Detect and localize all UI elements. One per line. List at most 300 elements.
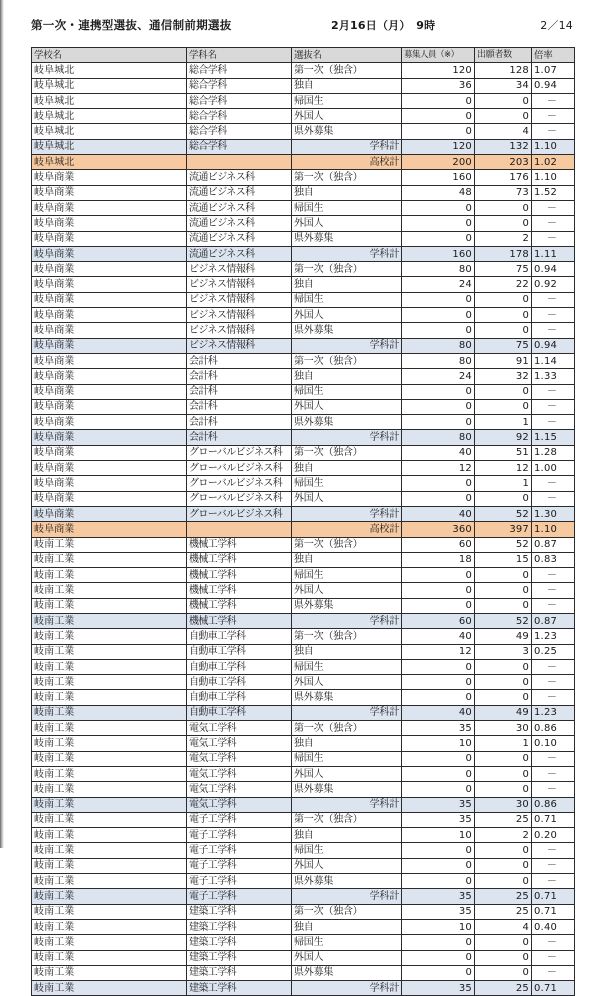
cell-capacity: 24 (402, 369, 475, 384)
cell-selection: 学科計 (292, 246, 402, 261)
cell-department: 総合学科 (187, 109, 292, 124)
announcement-datetime: 2月16日（月） 9時 (331, 19, 436, 32)
cell-ratio: － (532, 950, 575, 965)
table-row (32, 981, 575, 996)
cell-selection: 独自 (292, 461, 402, 476)
cell-capacity: 0 (402, 766, 475, 781)
cell-school: 岐阜商業 (32, 200, 187, 215)
cell-school: 岐南工業 (32, 675, 187, 690)
cell-ratio: － (532, 476, 575, 491)
cell-ratio: 1.30 (532, 506, 575, 521)
cell-capacity: 0 (402, 568, 475, 583)
cell-capacity: 12 (402, 644, 475, 659)
cell-school: 岐南工業 (32, 782, 187, 797)
cell-capacity: 0 (402, 109, 475, 124)
cell-selection: 帰国生 (292, 568, 402, 583)
cell-applicants: 3 (475, 644, 532, 659)
cell-capacity: 80 (402, 353, 475, 368)
cell-department: 流通ビジネス科 (187, 185, 292, 200)
cell-selection: 独自 (292, 277, 402, 292)
cell-ratio: 1.23 (532, 629, 575, 644)
cell-applicants: 0 (475, 200, 532, 215)
table-row (32, 690, 575, 705)
cell-selection: 県外募集 (292, 323, 402, 338)
cell-ratio: 1.23 (532, 705, 575, 720)
table-row (32, 537, 575, 552)
cell-applicants: 0 (475, 935, 532, 950)
cell-selection: 学科計 (292, 705, 402, 720)
cell-applicants: 2 (475, 231, 532, 246)
cell-school: 岐南工業 (32, 874, 187, 889)
cell-applicants: 0 (475, 216, 532, 231)
cell-applicants: 91 (475, 353, 532, 368)
column-header-school: 学校名 (32, 48, 187, 63)
cell-capacity: 40 (402, 506, 475, 521)
cell-school: 岐南工業 (32, 797, 187, 812)
cell-ratio: 0.87 (532, 613, 575, 628)
table-row (32, 874, 575, 889)
cell-ratio: 0.94 (532, 262, 575, 277)
cell-selection: 帰国生 (292, 476, 402, 491)
cell-selection: 独自 (292, 552, 402, 567)
cell-ratio: － (532, 843, 575, 858)
cell-applicants: 0 (475, 93, 532, 108)
cell-selection: 学科計 (292, 338, 402, 353)
cell-applicants: 0 (475, 399, 532, 414)
cell-department: 電気工学科 (187, 782, 292, 797)
cell-department: 電子工学科 (187, 812, 292, 827)
cell-capacity: 35 (402, 812, 475, 827)
cell-capacity: 0 (402, 124, 475, 139)
cell-school: 岐南工業 (32, 919, 187, 934)
cell-capacity: 160 (402, 170, 475, 185)
cell-selection: 第一次（独含） (292, 170, 402, 185)
table-row (32, 399, 575, 414)
cell-capacity: 0 (402, 690, 475, 705)
cell-selection: 県外募集 (292, 690, 402, 705)
cell-capacity: 35 (402, 797, 475, 812)
cell-school: 岐阜商業 (32, 323, 187, 338)
cell-department: 自動車工学科 (187, 629, 292, 644)
cell-school: 岐阜商業 (32, 308, 187, 323)
cell-applicants: 51 (475, 445, 532, 460)
cell-ratio: 1.07 (532, 63, 575, 78)
cell-selection: 県外募集 (292, 415, 402, 430)
cell-capacity: 36 (402, 78, 475, 93)
cell-department: 建築工学科 (187, 981, 292, 996)
table-row (32, 583, 575, 598)
table-row (32, 812, 575, 827)
page-title: 第一次・連携型選抜、通信制前期選抜 (31, 18, 232, 32)
cell-school: 岐阜商業 (32, 415, 187, 430)
cell-department: ビジネス情報科 (187, 262, 292, 277)
cell-selection: 外国人 (292, 858, 402, 873)
cell-applicants: 32 (475, 369, 532, 384)
cell-department: 機械工学科 (187, 613, 292, 628)
cell-school: 岐南工業 (32, 721, 187, 736)
cell-capacity: 60 (402, 537, 475, 552)
cell-selection: 外国人 (292, 950, 402, 965)
cell-department: 総合学科 (187, 139, 292, 154)
cell-selection: 第一次（独含） (292, 812, 402, 827)
table-row (32, 308, 575, 323)
cell-selection: 独自 (292, 919, 402, 934)
cell-ratio: － (532, 568, 575, 583)
cell-selection: 第一次（独含） (292, 63, 402, 78)
table-row (32, 78, 575, 93)
cell-ratio: － (532, 659, 575, 674)
page-number: 2／14 (540, 19, 573, 32)
cell-school: 岐南工業 (32, 812, 187, 827)
table-row (32, 109, 575, 124)
cell-ratio: 0.83 (532, 552, 575, 567)
cell-selection: 外国人 (292, 766, 402, 781)
cell-capacity: 80 (402, 262, 475, 277)
cell-ratio: 1.10 (532, 170, 575, 185)
cell-selection: 学科計 (292, 981, 402, 996)
cell-selection: 県外募集 (292, 124, 402, 139)
cell-department: 会計科 (187, 430, 292, 445)
cell-capacity: 35 (402, 981, 475, 996)
table-row (32, 843, 575, 858)
cell-school: 岐阜商業 (32, 506, 187, 521)
cell-ratio: － (532, 200, 575, 215)
cell-department: グローバルビジネス科 (187, 506, 292, 521)
cell-school: 岐阜商業 (32, 185, 187, 200)
cell-applicants: 49 (475, 705, 532, 720)
table-row (32, 262, 575, 277)
cell-school: 岐阜商業 (32, 216, 187, 231)
cell-school: 岐南工業 (32, 904, 187, 919)
cell-school: 岐南工業 (32, 950, 187, 965)
cell-school: 岐阜商業 (32, 262, 187, 277)
cell-selection: 独自 (292, 78, 402, 93)
table-row (32, 430, 575, 445)
cell-ratio: 0.71 (532, 812, 575, 827)
cell-applicants: 132 (475, 139, 532, 154)
cell-department: 自動車工学科 (187, 659, 292, 674)
cell-selection: 外国人 (292, 491, 402, 506)
cell-ratio: 0.94 (532, 338, 575, 353)
cell-selection: 学科計 (292, 889, 402, 904)
table-row (32, 598, 575, 613)
cell-department: 電気工学科 (187, 797, 292, 812)
cell-department: 総合学科 (187, 63, 292, 78)
cell-ratio: 0.87 (532, 537, 575, 552)
cell-applicants: 4 (475, 124, 532, 139)
cell-capacity: 0 (402, 782, 475, 797)
cell-capacity: 0 (402, 323, 475, 338)
cell-selection: 独自 (292, 369, 402, 384)
table-row (32, 185, 575, 200)
cell-applicants: 1 (475, 476, 532, 491)
cell-department: 建築工学科 (187, 919, 292, 934)
cell-applicants: 0 (475, 568, 532, 583)
cell-school: 岐南工業 (32, 552, 187, 567)
cell-applicants: 25 (475, 889, 532, 904)
cell-school: 岐阜商業 (32, 231, 187, 246)
table-row (32, 782, 575, 797)
cell-school: 岐南工業 (32, 751, 187, 766)
cell-capacity: 24 (402, 277, 475, 292)
cell-department: 建築工学科 (187, 935, 292, 950)
cell-selection: 外国人 (292, 216, 402, 231)
cell-selection: 帰国生 (292, 843, 402, 858)
table-row (32, 369, 575, 384)
table-row (32, 552, 575, 567)
table-row (32, 659, 575, 674)
cell-ratio: 1.33 (532, 369, 575, 384)
cell-capacity: 0 (402, 491, 475, 506)
cell-capacity: 0 (402, 308, 475, 323)
cell-capacity: 160 (402, 246, 475, 261)
table-row (32, 935, 575, 950)
table-row (32, 155, 575, 170)
cell-department: グローバルビジネス科 (187, 491, 292, 506)
cell-department: 会計科 (187, 353, 292, 368)
cell-department: ビジネス情報科 (187, 338, 292, 353)
table-row (32, 736, 575, 751)
cell-capacity: 80 (402, 430, 475, 445)
cell-department: 電気工学科 (187, 766, 292, 781)
cell-department: ビジネス情報科 (187, 308, 292, 323)
cell-ratio: 0.20 (532, 828, 575, 843)
cell-department: 電子工学科 (187, 874, 292, 889)
cell-selection: 独自 (292, 185, 402, 200)
table-header-row (32, 48, 575, 63)
cell-school: 岐阜城北 (32, 109, 187, 124)
cell-school: 岐阜城北 (32, 155, 187, 170)
table-row (32, 705, 575, 720)
table-row (32, 93, 575, 108)
cell-department: グローバルビジネス科 (187, 461, 292, 476)
cell-selection: 帰国生 (292, 292, 402, 307)
cell-ratio: － (532, 782, 575, 797)
cell-ratio: － (532, 399, 575, 414)
cell-department: 機械工学科 (187, 537, 292, 552)
cell-applicants: 25 (475, 981, 532, 996)
cell-school: 岐阜商業 (32, 338, 187, 353)
cell-capacity: 0 (402, 384, 475, 399)
cell-applicants: 52 (475, 506, 532, 521)
cell-school: 岐南工業 (32, 690, 187, 705)
cell-applicants: 0 (475, 491, 532, 506)
cell-capacity: 35 (402, 889, 475, 904)
cell-capacity: 35 (402, 721, 475, 736)
cell-applicants: 397 (475, 522, 532, 537)
cell-applicants: 0 (475, 583, 532, 598)
cell-applicants: 73 (475, 185, 532, 200)
cell-department: 自動車工学科 (187, 705, 292, 720)
cell-capacity: 0 (402, 583, 475, 598)
cell-capacity: 0 (402, 476, 475, 491)
cell-capacity: 360 (402, 522, 475, 537)
column-header-ratio: 倍率 (532, 48, 575, 63)
table-row (32, 904, 575, 919)
cell-selection: 学科計 (292, 139, 402, 154)
cell-ratio: 0.86 (532, 797, 575, 812)
table-row (32, 246, 575, 261)
cell-ratio: － (532, 415, 575, 430)
cell-ratio: － (532, 93, 575, 108)
cell-school: 岐阜城北 (32, 93, 187, 108)
cell-selection: 県外募集 (292, 782, 402, 797)
cell-ratio: 0.71 (532, 889, 575, 904)
table-row (32, 506, 575, 521)
cell-capacity: 0 (402, 598, 475, 613)
cell-department: 総合学科 (187, 93, 292, 108)
table-body (32, 63, 575, 996)
cell-applicants: 0 (475, 751, 532, 766)
cell-applicants: 0 (475, 384, 532, 399)
cell-selection: 第一次（独含） (292, 629, 402, 644)
cell-capacity: 0 (402, 950, 475, 965)
cell-capacity: 10 (402, 828, 475, 843)
cell-department: 電子工学科 (187, 889, 292, 904)
cell-applicants: 0 (475, 675, 532, 690)
cell-department: グローバルビジネス科 (187, 476, 292, 491)
cell-school: 岐南工業 (32, 583, 187, 598)
cell-selection: 第一次（独含） (292, 445, 402, 460)
cell-department: 自動車工学科 (187, 675, 292, 690)
cell-department: 建築工学科 (187, 950, 292, 965)
cell-ratio: 0.10 (532, 736, 575, 751)
cell-department: 電子工学科 (187, 828, 292, 843)
cell-capacity: 0 (402, 231, 475, 246)
cell-selection: 外国人 (292, 308, 402, 323)
cell-applicants: 203 (475, 155, 532, 170)
cell-applicants: 52 (475, 613, 532, 628)
cell-capacity: 200 (402, 155, 475, 170)
cell-school: 岐南工業 (32, 935, 187, 950)
cell-capacity: 18 (402, 552, 475, 567)
cell-applicants: 178 (475, 246, 532, 261)
cell-capacity: 35 (402, 904, 475, 919)
cell-school: 岐南工業 (32, 659, 187, 674)
cell-applicants: 25 (475, 812, 532, 827)
cell-applicants: 0 (475, 782, 532, 797)
cell-selection: 独自 (292, 828, 402, 843)
column-header-department: 学科名 (187, 48, 292, 63)
cell-school: 岐阜商業 (32, 277, 187, 292)
table-row (32, 461, 575, 476)
table-row (32, 277, 575, 292)
table-row (32, 323, 575, 338)
cell-school: 岐南工業 (32, 598, 187, 613)
cell-school: 岐南工業 (32, 629, 187, 644)
cell-capacity: 0 (402, 675, 475, 690)
cell-ratio: － (532, 292, 575, 307)
cell-department: 電子工学科 (187, 858, 292, 873)
cell-ratio: 1.15 (532, 430, 575, 445)
cell-department: 電気工学科 (187, 736, 292, 751)
cell-school: 岐阜商業 (32, 353, 187, 368)
cell-school: 岐南工業 (32, 858, 187, 873)
cell-school: 岐南工業 (32, 613, 187, 628)
cell-selection: 第一次（独含） (292, 904, 402, 919)
cell-applicants: 4 (475, 919, 532, 934)
cell-selection: 学科計 (292, 430, 402, 445)
cell-applicants: 0 (475, 292, 532, 307)
table-row (32, 200, 575, 215)
cell-ratio: 0.92 (532, 277, 575, 292)
table-row (32, 828, 575, 843)
cell-school: 岐阜商業 (32, 369, 187, 384)
cell-selection: 県外募集 (292, 965, 402, 980)
table-row (32, 522, 575, 537)
table-row (32, 445, 575, 460)
cell-department: 会計科 (187, 369, 292, 384)
cell-selection: 帰国生 (292, 200, 402, 215)
cell-applicants: 12 (475, 461, 532, 476)
cell-department: 自動車工学科 (187, 644, 292, 659)
cell-selection: 帰国生 (292, 384, 402, 399)
cell-applicants: 0 (475, 690, 532, 705)
table-row (32, 338, 575, 353)
cell-school: 岐南工業 (32, 568, 187, 583)
table-row (32, 675, 575, 690)
cell-ratio: － (532, 109, 575, 124)
cell-department: 会計科 (187, 384, 292, 399)
cell-applicants: 92 (475, 430, 532, 445)
cell-applicants: 0 (475, 843, 532, 858)
table-row (32, 919, 575, 934)
cell-capacity: 0 (402, 659, 475, 674)
cell-ratio: 1.00 (532, 461, 575, 476)
table-row (32, 124, 575, 139)
table-row (32, 231, 575, 246)
cell-capacity: 0 (402, 93, 475, 108)
cell-ratio: 1.10 (532, 139, 575, 154)
cell-ratio: － (532, 766, 575, 781)
cell-department: 流通ビジネス科 (187, 246, 292, 261)
cell-school: 岐阜城北 (32, 139, 187, 154)
column-header-capacity: 募集人員（※） (402, 48, 475, 63)
cell-selection: 独自 (292, 736, 402, 751)
cell-ratio: － (532, 323, 575, 338)
cell-selection: 高校計 (292, 155, 402, 170)
cell-applicants: 22 (475, 277, 532, 292)
cell-capacity: 0 (402, 874, 475, 889)
cell-applicants: 75 (475, 262, 532, 277)
table-row (32, 415, 575, 430)
cell-capacity: 40 (402, 445, 475, 460)
cell-ratio: － (532, 751, 575, 766)
table-row (32, 216, 575, 231)
cell-school: 岐阜商業 (32, 522, 187, 537)
cell-ratio: － (532, 491, 575, 506)
cell-applicants: 0 (475, 950, 532, 965)
cell-department: 機械工学科 (187, 598, 292, 613)
cell-ratio: 0.86 (532, 721, 575, 736)
table-row (32, 629, 575, 644)
cell-selection: 外国人 (292, 399, 402, 414)
cell-ratio: 1.11 (532, 246, 575, 261)
cell-applicants: 1 (475, 415, 532, 430)
cell-school: 岐阜商業 (32, 384, 187, 399)
cell-ratio: － (532, 124, 575, 139)
cell-applicants: 52 (475, 537, 532, 552)
table-row (32, 63, 575, 78)
cell-ratio: 1.52 (532, 185, 575, 200)
cell-school: 岐阜商業 (32, 430, 187, 445)
cell-school: 岐南工業 (32, 537, 187, 552)
cell-school: 岐阜商業 (32, 491, 187, 506)
cell-school: 岐阜商業 (32, 292, 187, 307)
table-row (32, 889, 575, 904)
cell-applicants: 25 (475, 904, 532, 919)
cell-school: 岐南工業 (32, 843, 187, 858)
